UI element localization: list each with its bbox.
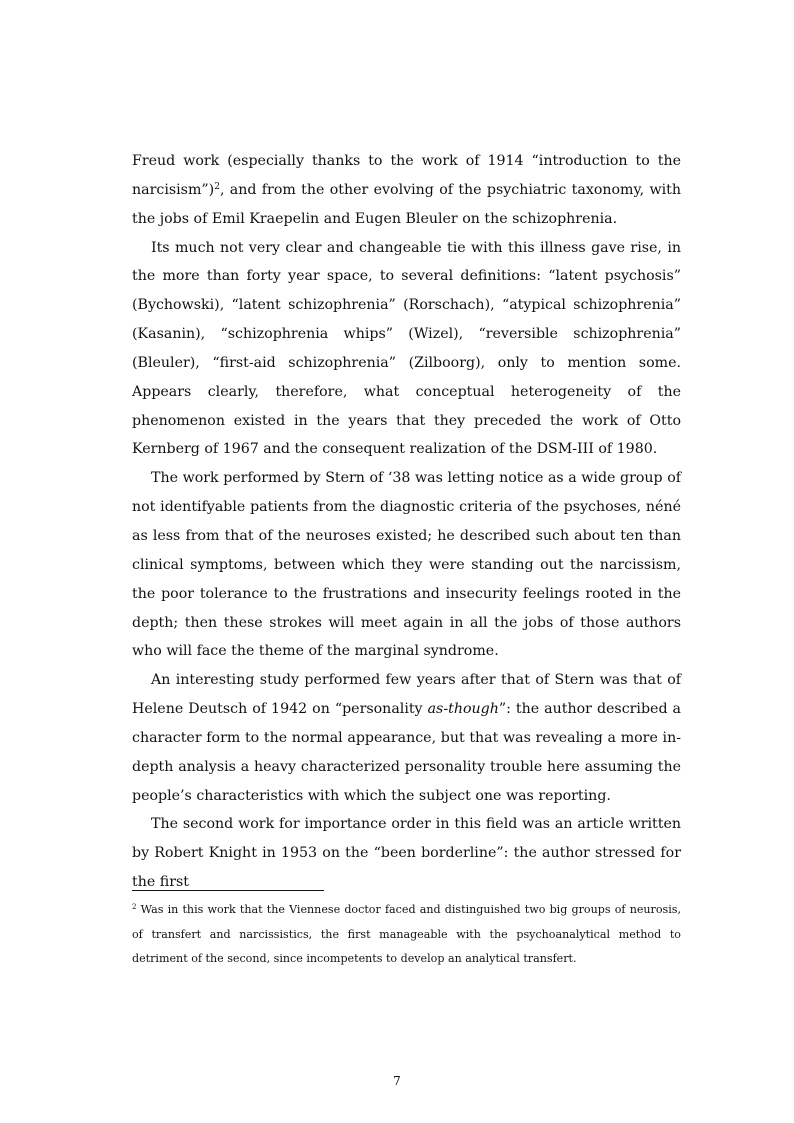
paragraph-4 xyxy=(132,666,681,810)
paragraph-5: The second work for importance order in this field was an article written by Robert Knight in 1953 on the “been borderline”: the author stressed for the first xyxy=(132,816,681,891)
footnote-number: 2 xyxy=(132,903,137,911)
footnote-reference: 2 xyxy=(214,181,220,192)
paragraph-2: Its much not very clear and changeable tie with this illness gave rise, in the more than forty year space, to several definitions: “latent psychosis” (Bychowski), “latent schizophrenia” (Rorschach), “atypical schizophrenia” (Kasanin), “schizophrenia whips” (Wizel), “reversible schizophrenia” (Bleuler), “first-aid schizophrenia” (Zilboorg), only to mention some. Appears clearly, therefore, what conceptual heterogeneity of the phenomenon existed in the years that they preceded the work of Otto Kernberg of 1967 and the consequent realization of the DSM-III of 1980. xyxy=(132,239,681,458)
footnote xyxy=(132,898,681,972)
paragraph-3: The work performed by Stern of ‘38 was letting notice as a wide group of not identifyable patients from the diagnostic criteria of the psychoses, néné as less from that of the neuroses existed; he described such about ten than clinical symptoms, between which they were standing out the narcissism, the poor tolerance to the frustrations and insecurity feelings rooted in the depth; then these strokes will meet again in all the jobs of those authors who will face the theme of the marginal syndrome. xyxy=(132,470,681,660)
page-number: 7 xyxy=(393,1074,401,1088)
paragraph-4-text-b: ”: the author described a character form to the normal appearance, but that was revealing a more in-depth analysis a heavy characterized personality trouble here assuming the people’s characteristics with which the subject one was reporting. xyxy=(132,701,681,804)
paragraph-1 xyxy=(132,147,681,234)
footnote-text: Was in this work that the Viennese doctor faced and distinguished two big groups of neurosis, of transfert and narcissistics, the first manageable with the psychoanalytical method to detriment of the second, since incompetents to develop an analytical transfert. xyxy=(132,903,681,966)
paragraph-4-text-a: An interesting study performed few years after that of Stern was that of Helene Deutsch of 1942 on “personality xyxy=(132,672,681,718)
italic-term: as-though xyxy=(427,701,499,718)
paragraph-1-text-b: , and from the other evolving of the psychiatric taxonomy, with the jobs of Emil Kraepelin and Eugen Bleuler on the schizophrenia. xyxy=(132,181,681,227)
footnote-separator xyxy=(132,890,324,891)
paragraph-1-text-a: Freud work (especially thanks to the work of 1914 “introduction to the narcisism”) xyxy=(132,153,681,198)
body-text xyxy=(132,147,681,897)
